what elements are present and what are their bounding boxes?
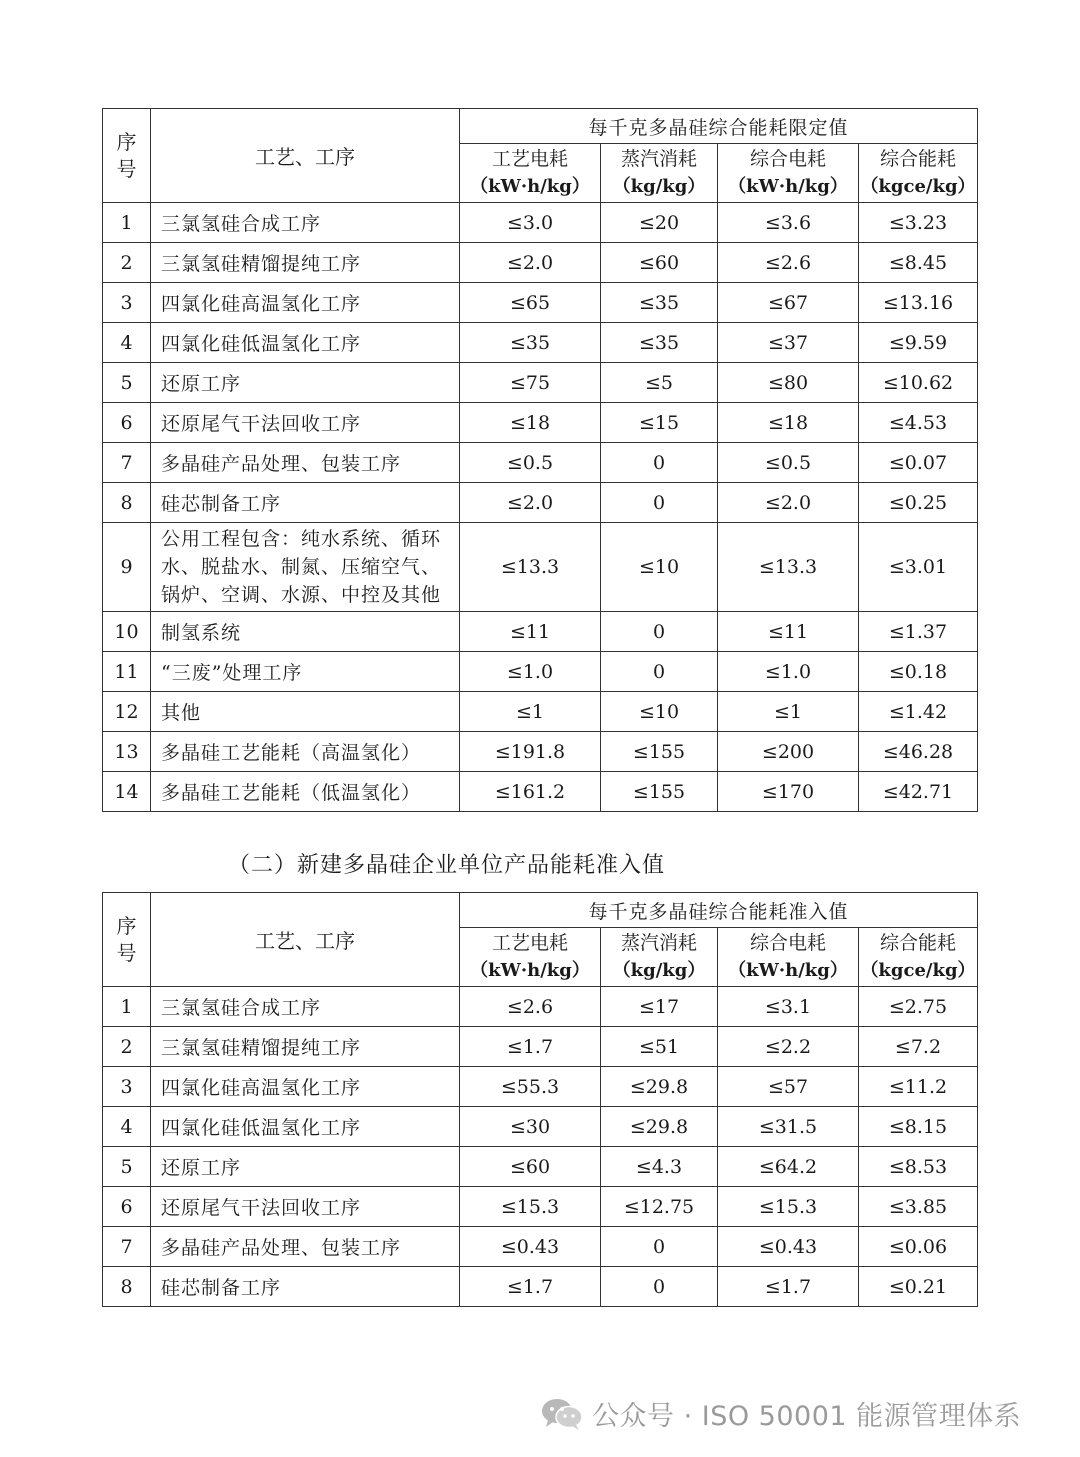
row-number: 3 <box>103 283 151 323</box>
table-row <box>103 612 978 652</box>
cell-process-power: ≤1.0 <box>460 652 601 692</box>
cell-steam: ≤20 <box>601 203 718 243</box>
cell-process-power: ≤13.3 <box>460 523 601 612</box>
cell-steam: ≤4.3 <box>601 1147 718 1187</box>
cell-process-power: ≤1.7 <box>460 1267 601 1307</box>
table-row <box>103 483 978 523</box>
row-process: 多晶硅工艺能耗（高温氢化） <box>151 732 460 772</box>
cell-process-power: ≤2.0 <box>460 243 601 283</box>
cell-total-power: ≤15.3 <box>718 1187 859 1227</box>
table-row <box>103 243 978 283</box>
row-process: 硅芯制备工序 <box>151 1267 460 1307</box>
cell-steam: ≤51 <box>601 1027 718 1067</box>
cell-total-power: ≤57 <box>718 1067 859 1107</box>
cell-steam: 0 <box>601 612 718 652</box>
table-row <box>103 692 978 732</box>
cell-process-power: ≤65 <box>460 283 601 323</box>
watermark <box>540 1394 1021 1433</box>
cell-total-power: ≤0.5 <box>718 443 859 483</box>
header-col: 蒸汽消耗 （kg/kg） <box>601 928 718 987</box>
cell-total-power: ≤200 <box>718 732 859 772</box>
row-process: 其他 <box>151 692 460 732</box>
cell-process-power: ≤1.7 <box>460 1027 601 1067</box>
cell-total-power: ≤0.43 <box>718 1227 859 1267</box>
row-number: 5 <box>103 363 151 403</box>
cell-steam: ≤10 <box>601 523 718 612</box>
table-row <box>103 523 978 612</box>
row-number: 6 <box>103 403 151 443</box>
row-process: 四氯化硅低温氢化工序 <box>151 1107 460 1147</box>
row-number: 6 <box>103 1187 151 1227</box>
table-row <box>103 363 978 403</box>
cell-total-power: ≤2.0 <box>718 483 859 523</box>
cell-total-power: ≤1.7 <box>718 1267 859 1307</box>
cell-steam: ≤60 <box>601 243 718 283</box>
table-row <box>103 1107 978 1147</box>
watermark-text: 公众号 · ISO 50001 能源管理体系 <box>592 1401 1022 1432</box>
cell-total-power: ≤11 <box>718 612 859 652</box>
table-row <box>103 403 978 443</box>
header-col: 工艺电耗 （kW·h/kg） <box>460 928 601 987</box>
header-group: 每千克多晶硅综合能耗准入值 <box>460 893 978 928</box>
header-process: 工艺、工序 <box>151 109 460 203</box>
cell-total-power: ≤67 <box>718 283 859 323</box>
row-number: 5 <box>103 1147 151 1187</box>
header-seq: 序号 <box>103 893 151 987</box>
row-process: 还原工序 <box>151 363 460 403</box>
row-process: 三氯氢硅合成工序 <box>151 203 460 243</box>
header-seq: 序号 <box>103 109 151 203</box>
cell-total-energy: ≤11.2 <box>859 1067 978 1107</box>
cell-total-power: ≤2.6 <box>718 243 859 283</box>
table-row <box>103 323 978 363</box>
cell-steam: ≤35 <box>601 283 718 323</box>
row-number: 7 <box>103 443 151 483</box>
cell-total-energy: ≤8.53 <box>859 1147 978 1187</box>
cell-process-power: ≤15.3 <box>460 1187 601 1227</box>
cell-total-energy: ≤2.75 <box>859 987 978 1027</box>
header-col: 综合能耗 （kgce/kg） <box>859 144 978 203</box>
cell-total-energy: ≤0.06 <box>859 1227 978 1267</box>
cell-process-power: ≤2.0 <box>460 483 601 523</box>
table-row <box>103 283 978 323</box>
row-number: 13 <box>103 732 151 772</box>
cell-process-power: ≤1 <box>460 692 601 732</box>
row-number: 8 <box>103 483 151 523</box>
cell-process-power: ≤11 <box>460 612 601 652</box>
table-row <box>103 203 978 243</box>
table-row <box>103 772 978 812</box>
row-process: 硅芯制备工序 <box>151 483 460 523</box>
row-process: 四氯化硅低温氢化工序 <box>151 323 460 363</box>
cell-total-energy: ≤8.15 <box>859 1107 978 1147</box>
table-row <box>103 1227 978 1267</box>
cell-total-power: ≤64.2 <box>718 1147 859 1187</box>
row-process: 四氯化硅高温氢化工序 <box>151 283 460 323</box>
wechat-icon <box>540 1396 584 1432</box>
cell-total-power: ≤1 <box>718 692 859 732</box>
cell-process-power: ≤2.6 <box>460 987 601 1027</box>
header-col: 蒸汽消耗 （kg/kg） <box>601 144 718 203</box>
cell-process-power: ≤35 <box>460 323 601 363</box>
cell-total-energy: ≤0.07 <box>859 443 978 483</box>
row-number: 9 <box>103 523 151 612</box>
table-row <box>103 1147 978 1187</box>
cell-total-energy: ≤3.85 <box>859 1187 978 1227</box>
header-group: 每千克多晶硅综合能耗限定值 <box>460 109 978 144</box>
cell-total-energy: ≤4.53 <box>859 403 978 443</box>
cell-total-energy: ≤8.45 <box>859 243 978 283</box>
table-row <box>103 732 978 772</box>
cell-total-energy: ≤1.42 <box>859 692 978 732</box>
cell-steam: ≤12.75 <box>601 1187 718 1227</box>
cell-steam: 0 <box>601 443 718 483</box>
row-process: 多晶硅产品处理、包装工序 <box>151 1227 460 1267</box>
cell-total-power: ≤3.1 <box>718 987 859 1027</box>
table-row <box>103 443 978 483</box>
cell-total-energy: ≤1.37 <box>859 612 978 652</box>
cell-process-power: ≤191.8 <box>460 732 601 772</box>
cell-process-power: ≤55.3 <box>460 1067 601 1107</box>
cell-total-energy: ≤13.16 <box>859 283 978 323</box>
limit-table <box>102 108 978 812</box>
row-process: 多晶硅工艺能耗（低温氢化） <box>151 772 460 812</box>
section-title: （二）新建多晶硅企业单位产品能耗准入值 <box>228 853 666 878</box>
row-process: 还原尾气干法回收工序 <box>151 1187 460 1227</box>
row-process: “三废”处理工序 <box>151 652 460 692</box>
row-process: 公用工程包含：纯水系统、循环水、脱盐水、制氮、压缩空气、锅炉、空调、水源、中控及其他 <box>151 523 460 612</box>
table-row <box>103 1067 978 1107</box>
header-col: 综合电耗 （kW·h/kg） <box>718 928 859 987</box>
cell-steam: ≤29.8 <box>601 1067 718 1107</box>
table-row <box>103 1027 978 1067</box>
cell-steam: 0 <box>601 1227 718 1267</box>
cell-total-power: ≤13.3 <box>718 523 859 612</box>
cell-total-energy: ≤46.28 <box>859 732 978 772</box>
header-col: 工艺电耗 （kW·h/kg） <box>460 144 601 203</box>
row-number: 1 <box>103 987 151 1027</box>
cell-total-power: ≤2.2 <box>718 1027 859 1067</box>
cell-total-energy: ≤3.01 <box>859 523 978 612</box>
cell-total-energy: ≤3.23 <box>859 203 978 243</box>
cell-process-power: ≤3.0 <box>460 203 601 243</box>
row-process: 三氯氢硅精馏提纯工序 <box>151 243 460 283</box>
header-process: 工艺、工序 <box>151 893 460 987</box>
cell-process-power: ≤0.5 <box>460 443 601 483</box>
cell-total-power: ≤31.5 <box>718 1107 859 1147</box>
table-row <box>103 987 978 1027</box>
cell-steam: ≤5 <box>601 363 718 403</box>
row-number: 2 <box>103 1027 151 1067</box>
entry-table <box>102 892 978 1307</box>
header-col: 综合能耗 （kgce/kg） <box>859 928 978 987</box>
row-process: 多晶硅产品处理、包装工序 <box>151 443 460 483</box>
cell-steam: ≤155 <box>601 772 718 812</box>
cell-total-energy: ≤9.59 <box>859 323 978 363</box>
cell-process-power: ≤75 <box>460 363 601 403</box>
row-process: 三氯氢硅合成工序 <box>151 987 460 1027</box>
cell-total-power: ≤170 <box>718 772 859 812</box>
row-number: 1 <box>103 203 151 243</box>
cell-steam: ≤10 <box>601 692 718 732</box>
cell-steam: ≤155 <box>601 732 718 772</box>
cell-total-power: ≤1.0 <box>718 652 859 692</box>
table-row <box>103 652 978 692</box>
row-process: 还原尾气干法回收工序 <box>151 403 460 443</box>
row-process: 四氯化硅高温氢化工序 <box>151 1067 460 1107</box>
cell-total-energy: ≤0.18 <box>859 652 978 692</box>
cell-total-energy: ≤7.2 <box>859 1027 978 1067</box>
header-col: 综合电耗 （kW·h/kg） <box>718 144 859 203</box>
row-number: 7 <box>103 1227 151 1267</box>
cell-steam: ≤15 <box>601 403 718 443</box>
cell-process-power: ≤30 <box>460 1107 601 1147</box>
row-number: 2 <box>103 243 151 283</box>
row-number: 11 <box>103 652 151 692</box>
row-number: 4 <box>103 1107 151 1147</box>
cell-process-power: ≤0.43 <box>460 1227 601 1267</box>
cell-process-power: ≤60 <box>460 1147 601 1187</box>
cell-total-power: ≤80 <box>718 363 859 403</box>
row-process: 制氢系统 <box>151 612 460 652</box>
cell-steam: ≤35 <box>601 323 718 363</box>
cell-steam: ≤29.8 <box>601 1107 718 1147</box>
cell-total-power: ≤37 <box>718 323 859 363</box>
row-number: 3 <box>103 1067 151 1107</box>
row-number: 10 <box>103 612 151 652</box>
cell-total-power: ≤3.6 <box>718 203 859 243</box>
cell-steam: 0 <box>601 652 718 692</box>
row-process: 三氯氢硅精馏提纯工序 <box>151 1027 460 1067</box>
row-number: 4 <box>103 323 151 363</box>
cell-steam: 0 <box>601 1267 718 1307</box>
row-number: 14 <box>103 772 151 812</box>
cell-total-energy: ≤42.71 <box>859 772 978 812</box>
cell-total-energy: ≤0.21 <box>859 1267 978 1307</box>
cell-process-power: ≤161.2 <box>460 772 601 812</box>
table-row <box>103 1267 978 1307</box>
table-row <box>103 1187 978 1227</box>
cell-total-energy: ≤10.62 <box>859 363 978 403</box>
row-number: 12 <box>103 692 151 732</box>
cell-process-power: ≤18 <box>460 403 601 443</box>
cell-steam: 0 <box>601 483 718 523</box>
row-process: 还原工序 <box>151 1147 460 1187</box>
cell-total-power: ≤18 <box>718 403 859 443</box>
row-number: 8 <box>103 1267 151 1307</box>
cell-steam: ≤17 <box>601 987 718 1027</box>
cell-total-energy: ≤0.25 <box>859 483 978 523</box>
